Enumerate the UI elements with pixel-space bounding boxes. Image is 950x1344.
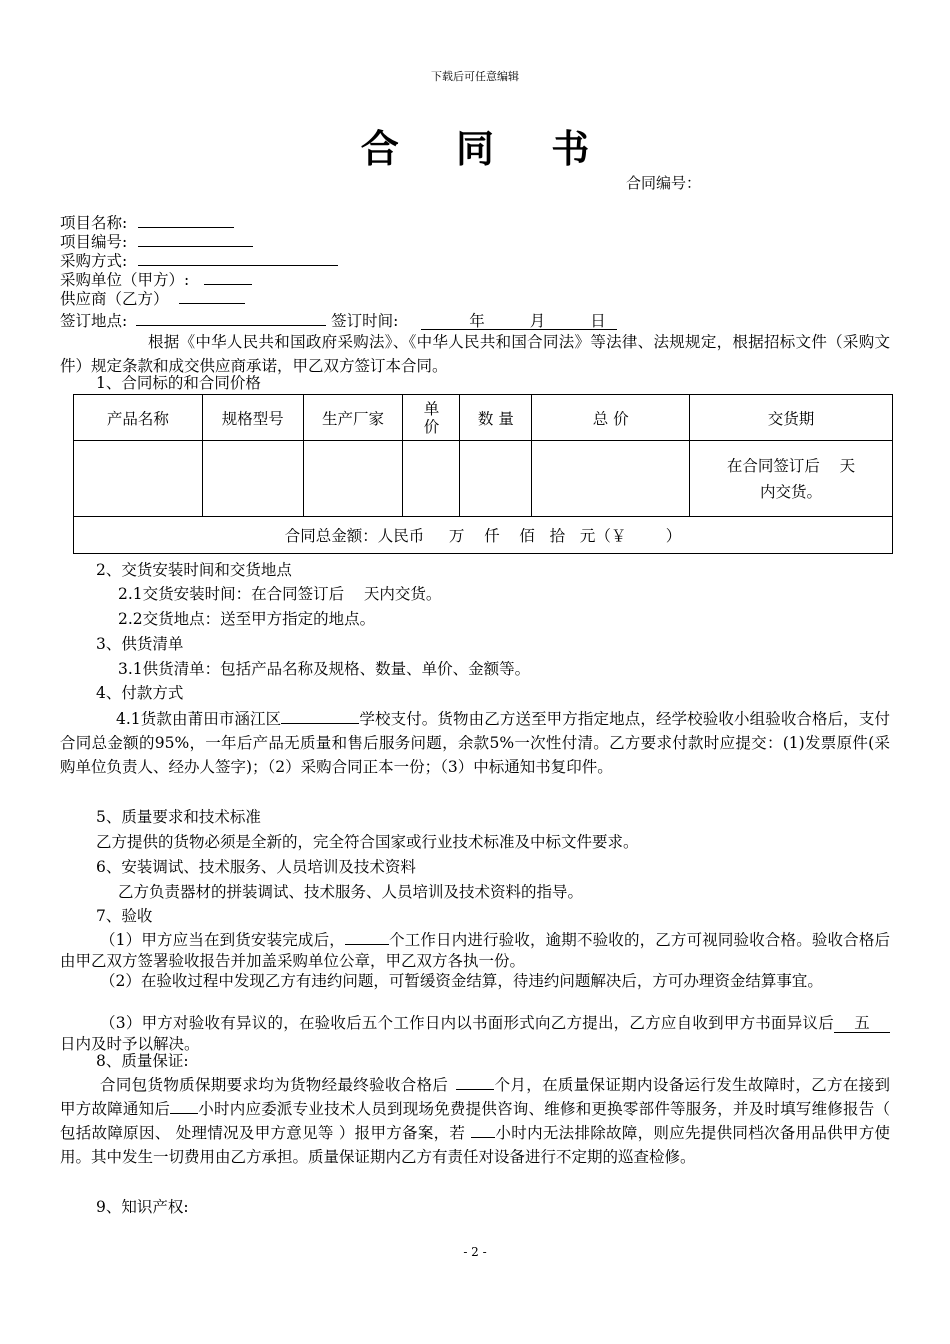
section-7-title: 7、验收 (96, 907, 153, 925)
section-8-part-1: 合同包货物质保期要求均为货物经最终验收合格后 (100, 1076, 449, 1094)
section-7-3 (60, 1013, 890, 1055)
section-2-1: 2.1交货安装时间：在合同签订后 天内交货。 (118, 585, 442, 603)
section-2-title: 2、交货安装时间和交货地点 (96, 561, 292, 579)
supplier-row (60, 288, 245, 309)
section-1-title: 1、合同标的和合同价格 (96, 374, 261, 392)
cell-unit-price (403, 441, 460, 517)
section-8-text (60, 1073, 890, 1169)
project-name-label: 项目名称: (60, 214, 128, 232)
table-total-row (74, 517, 893, 554)
sign-time-label: 签订时间: (331, 312, 399, 330)
cell-spec-model (202, 441, 303, 517)
section-3-title: 3、供货清单 (96, 635, 184, 653)
section-4-1 (60, 707, 890, 779)
section-7-1-rest: 个工作日内进行验收，逾期不验收的，乙方可视同验收合格。验收合格后由甲乙双方签署验收报告并加盖采购单位公章，甲乙双方各执一份。 (60, 931, 890, 970)
purchase-method-row (60, 250, 338, 271)
header-note: 下载后可任意编辑 (431, 70, 519, 83)
purchase-method-label: 采购方式: (60, 252, 128, 270)
header-product-name: 产品名称 (74, 395, 203, 441)
project-name-row (60, 212, 234, 233)
section-8-part-4: 小时内无法排除故障，则应先提供同档次备用品供甲方使用。其中发生一切费用由乙方承担。质量保证期内乙方有责任对设备进行不定期的巡查检修。 (60, 1124, 890, 1166)
header-manufacturer: 生产厂家 (303, 395, 403, 441)
goods-table (73, 394, 893, 554)
header-spec-model: 规格型号 (202, 395, 303, 441)
section-4-1-start: 4.1货款由莆田市涵江区 (116, 710, 282, 728)
section-6-text: 乙方负责器材的拼装调试、技术服务、人员培训及技术资料的指导。 (118, 883, 584, 901)
cell-total-price (532, 441, 690, 517)
supplier-blank (179, 288, 245, 304)
section-5-text: 乙方提供的货物必须是全新的，完全符合国家或行业技术标准及中标文件要求。 (96, 833, 639, 851)
intro-paragraph: 根据《中华人民共和国政府采购法》、《中华人民共和国合同法》等法律、法规规定，根据招标文件（采购文件）规定条款和成交供应商承诺，甲乙双方签订本合同。 (60, 333, 890, 375)
buyer-label: 采购单位（甲方）: (60, 271, 190, 289)
month-label: 月 (529, 312, 546, 330)
supplier-label: 供应商（乙方） (60, 290, 169, 308)
header-unit-price: 单价 (403, 395, 460, 441)
section-7-1-start: （1）甲方应当在到货安装完成后， (100, 931, 345, 949)
contract-total-amount: 合同总金额：人民币 万 仟 佰 拾 元（￥ ） (74, 517, 893, 554)
header-delivery-period: 交货期 (690, 395, 893, 441)
response-hours-blank (170, 1098, 198, 1114)
table-header-row (74, 395, 893, 441)
section-6-title: 6、安装调试、技术服务、人员培训及技术资料 (96, 858, 416, 876)
section-9-title: 9、知识产权: (96, 1198, 189, 1216)
cell-delivery-period (690, 441, 893, 517)
section-5-title: 5、质量要求和技术标准 (96, 808, 261, 826)
section-7-3-rest: 日内及时予以解决。 (60, 1035, 200, 1053)
section-8-part-3: 小时内应委派专业技术人员到现场免费提供咨询、维修和更换零部件等服务，并及时填写维修报告（ 包括故障原因、 处理情况及甲方意见等 ）报甲方备案，若 (60, 1100, 890, 1142)
cell-product-name (74, 441, 203, 517)
section-2-2: 2.2交货地点：送至甲方指定的地点。 (118, 610, 376, 628)
repair-hours-blank (471, 1122, 495, 1138)
buyer-row (60, 269, 252, 290)
sign-place-label: 签订地点: (60, 312, 128, 330)
section-4-title: 4、付款方式 (96, 684, 184, 702)
section-7-3-start: （3）甲方对验收有异议的，在验收后五个工作日内以书面形式向乙方提出，乙方应自收到甲方书面异议后 (100, 1014, 834, 1032)
sign-time-blank (421, 312, 617, 330)
project-no-row (60, 231, 253, 252)
section-3-1: 3.1供货清单：包括产品名称及规格、数量、单价、金额等。 (118, 660, 531, 678)
cell-quantity (460, 441, 532, 517)
contract-number-label: 合同编号： (626, 174, 702, 192)
page-number: - 2 - (463, 1245, 487, 1259)
delivery-note-line-2: 内交货。 (760, 482, 823, 501)
project-no-label: 项目编号: (60, 233, 128, 251)
section-8-part-2: 个月，在质量保证期内设备运行发生故障时，乙方在接到甲方故障通知后 (60, 1076, 890, 1118)
day-label: 日 (590, 312, 606, 330)
section-7-2: （2）在验收过程中发现乙方有违约问题，可暂缓资金结算，待违约问题解决后，方可办理资金结算事宜。 (100, 972, 823, 990)
section-7-1 (60, 929, 890, 972)
school-name-blank (281, 708, 359, 724)
sign-place-blank (136, 310, 326, 326)
section-8-title: 8、质量保证: (96, 1052, 189, 1070)
document-title: 合 同 书 (360, 126, 612, 171)
buyer-blank (204, 269, 252, 285)
cell-manufacturer (303, 441, 403, 517)
acceptance-days-blank (345, 929, 389, 945)
table-row (74, 441, 893, 517)
project-name-blank (138, 212, 234, 228)
header-total-price: 总 价 (532, 395, 690, 441)
sign-row (60, 310, 617, 331)
purchase-method-blank (138, 250, 338, 266)
project-no-blank (138, 231, 253, 247)
delivery-note-line-1: 在合同签订后 天 (726, 456, 856, 475)
warranty-months-blank (456, 1074, 494, 1090)
year-label: 年 (469, 312, 485, 330)
header-quantity: 数 量 (460, 395, 532, 441)
resolve-days-value: 五 (834, 1015, 890, 1033)
section-4-1-rest: 学校支付。货物由乙方送至甲方指定地点，经学校验收小组验收合格后，支付合同总金额的95%，一年后产品无质量和售后服务问题，余款5%一次性付清。乙方要求付款时应提交：(1)发票原件(采购单位负责人、经办人签字)；（2）采购合同正本一份；（3）中标通知书复印件。 (60, 710, 890, 776)
